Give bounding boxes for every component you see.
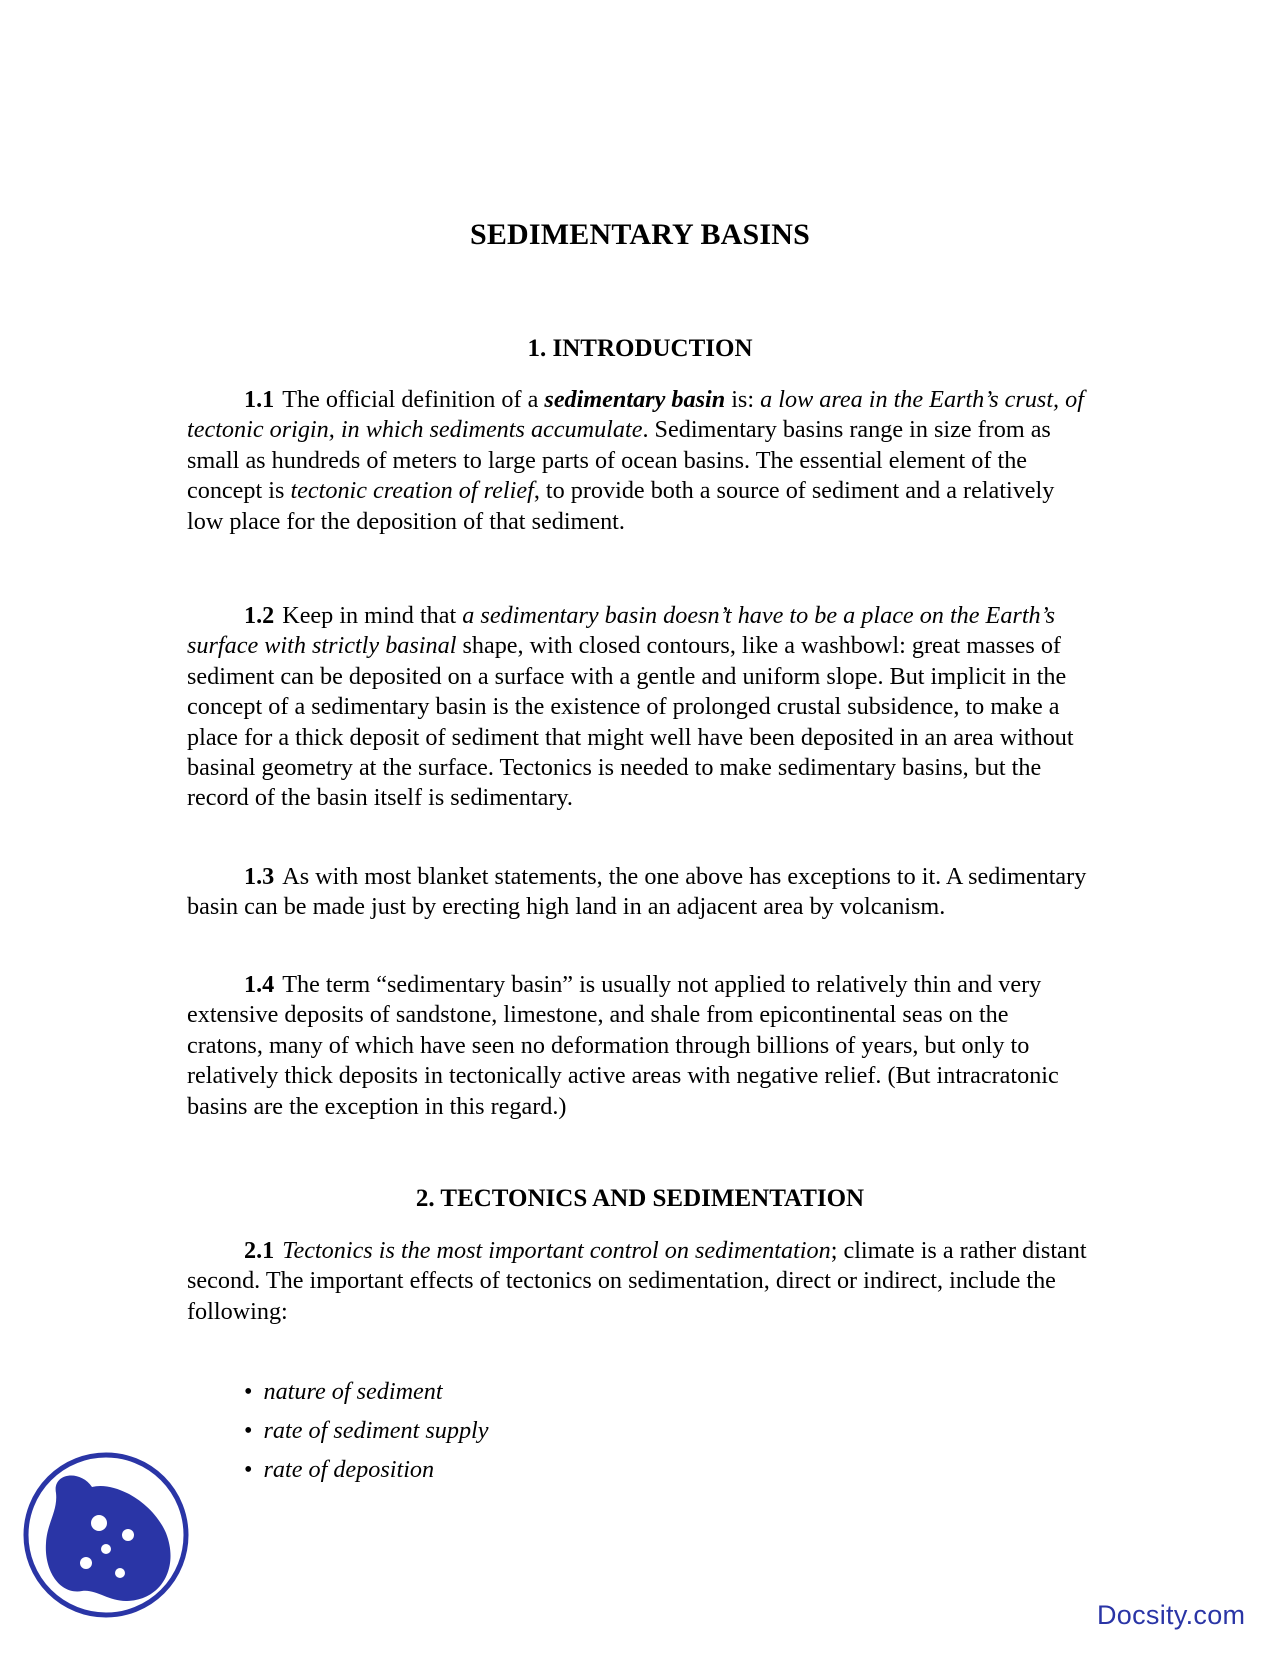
emphasis-term: sedimentary basin <box>544 386 726 413</box>
paragraph-text: The official definition of a <box>282 386 545 413</box>
bullet-icon: • <box>244 1378 253 1405</box>
paragraph-text: Keep in mind that <box>282 602 463 629</box>
emphasis-text: tectonic creation of relief <box>290 477 534 505</box>
paragraph-text: As with most blanket statements, the one above has exceptions to it. A sedimentary basin can be made just by erecting high land in an adjacent area by volcanism. <box>187 863 1087 921</box>
docsity-logo-icon <box>22 1451 190 1619</box>
paragraph-1-1 <box>187 385 1087 537</box>
list-item: • rate of sediment supply <box>244 1417 489 1444</box>
document-title: SEDIMENTARY BASINS <box>469 218 811 251</box>
effects-bullet-list <box>244 1372 489 1489</box>
section-heading-introduction: 1. INTRODUCTION <box>527 335 753 362</box>
docsity-watermark[interactable]: Docsity.com <box>1097 1600 1246 1630</box>
emphasis-text: a low area in the Earth’s crust, of tectonic origin, in which sediments accumulate <box>187 386 1084 444</box>
paragraph-1-4 <box>187 970 1087 1122</box>
paragraph-text: . Sedimentary basins range in size from as small as hundreds of meters to large parts of ocean basins. The essential element of the concept is <box>187 416 1051 505</box>
paragraph-number: 1.1 <box>244 386 275 413</box>
paragraph-number: 1.4 <box>244 971 275 998</box>
paragraph-text: is: <box>725 386 761 413</box>
paragraph-text: The term “sedimentary basin” is usually not applied to relatively thin and very extensive deposits of sandstone, limestone, and shale from epicontinental seas on the cratons, many of which have seen no deformation through billions of years, but only to relatively thick deposits in tectonically active areas with negative relief. (But intracratonic basins are the exception in this regard.) <box>187 971 1059 1120</box>
paragraph-text: ; climate is a rather distant second. The important effects of tectonics on sedimentation, direct or indirect, include the following: <box>187 1237 1087 1325</box>
emphasis-text: Tectonics is the most important control on sedimentation <box>282 1237 831 1264</box>
paragraph-text: , to provide both a source of sediment and a relatively low place for the deposition of that sediment. <box>187 477 1055 535</box>
list-item: • nature of sediment <box>244 1378 443 1405</box>
paragraph-2-1 <box>187 1236 1087 1327</box>
paragraph-1-3 <box>187 862 1087 923</box>
paragraph-text: shape, with closed contours, like a washbowl: great masses of sediment can be deposited on a surface with a gentle and uniform slope. But implicit in the concept of a sedimentary basin is the existence of prolonged crustal subsidence, to make a place for a thick deposit of sediment that might well have been deposited in an area without basinal geometry at the surface. Tectonics is needed to make sedimentary basins, but the record of the basin itself is sedimentary. <box>187 632 1074 812</box>
paragraph-number: 1.3 <box>244 863 275 890</box>
paragraph-number: 1.2 <box>244 602 275 629</box>
paragraph-1-2 <box>187 601 1087 814</box>
bullet-icon: • <box>244 1456 253 1483</box>
list-item: • rate of deposition <box>244 1456 435 1483</box>
paragraph-number: 2.1 <box>244 1237 275 1264</box>
emphasis-text: a sedimentary basin doesn’t have to be a place on the Earth’s surface with strictly basinal <box>187 602 1055 660</box>
bullet-icon: • <box>244 1417 253 1444</box>
section-heading-tectonics: 2. TECTONICS AND SEDIMENTATION <box>415 1185 865 1212</box>
